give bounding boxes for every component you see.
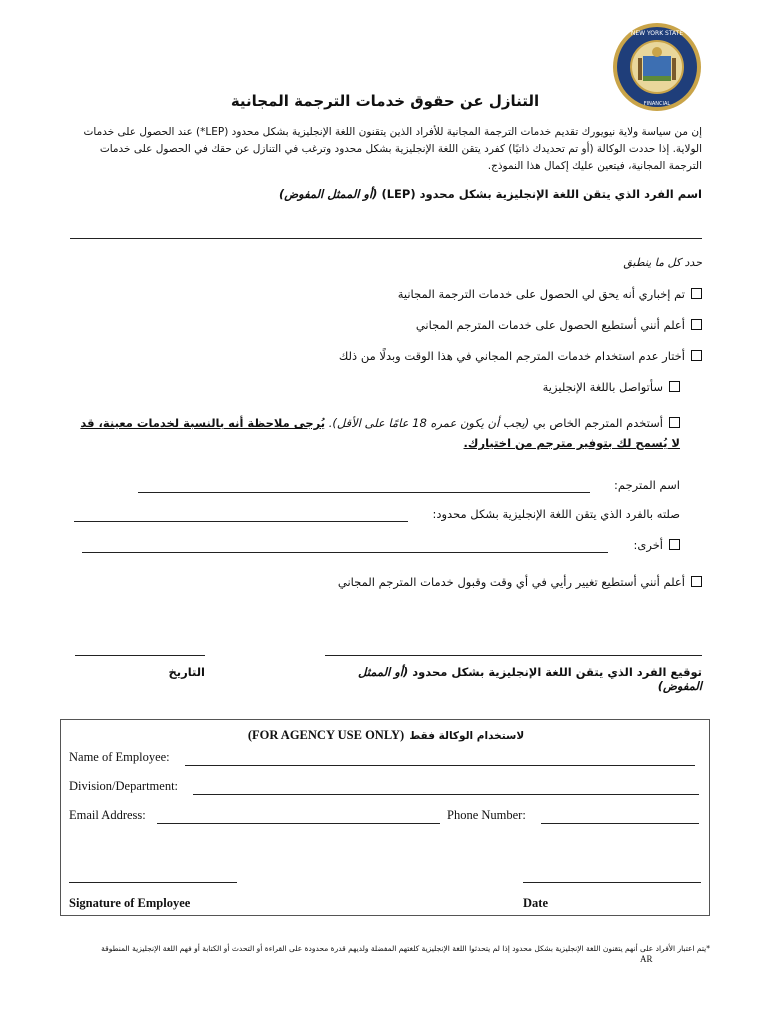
employee-signature-label: Signature of Employee (69, 896, 191, 910)
checkbox[interactable] (669, 539, 680, 550)
lep-date-label: التاريخ (168, 665, 205, 679)
other-field[interactable] (82, 552, 608, 553)
phone-field[interactable] (541, 823, 699, 824)
employee-signature-field[interactable] (69, 882, 237, 883)
lep-name-label (70, 187, 702, 201)
checkbox[interactable] (691, 576, 702, 587)
division-label: Division/Department: (69, 779, 179, 793)
lep-name-label-main: اسم الفرد الذي يتقن اللغة الإنجليزية بشكل محدود (LEP) (381, 187, 702, 201)
lep-signature-field[interactable] (325, 655, 702, 656)
phone-label: Phone Number: (447, 808, 526, 822)
option-aware[interactable]: أعلم أنني أستطيع الحصول على خدمات المترجم المجاني (70, 318, 702, 332)
page-title: التنازل عن حقوق خدمات الترجمة المجانية (230, 92, 540, 110)
employee-name-field[interactable] (185, 765, 695, 766)
lep-signature-label: توقيع الفرد الذي يتقن اللغة الإنجليزية بشكل محدود (أو الممثل المفوض) (358, 665, 702, 693)
agency-use-box (60, 719, 710, 916)
interpreter-name-field[interactable] (138, 492, 590, 493)
option-own-interpreter[interactable]: أستخدم المترجم الخاص بي (يجب أن يكون عمره 18 عامًا على الأقل). يُرجى ملاحظة أنه بالنسبة لخدمات معينة، قد لا يُسمح لك بتوفير مترجم من اختيارك. (80, 416, 680, 450)
email-field[interactable] (157, 823, 440, 824)
checkbox[interactable] (691, 350, 702, 361)
intro-paragraph: إن من سياسة ولاية نيويورك تقديم خدمات الترجمة المجانية للأفراد الذين يتقنون اللغة الإنجليزية بشكل محدود (LEP*) عند الحصول على خدمات الولاية. إذا حددت الوكالة (أو تم تحديدك ذاتيًا) كفرد يتقن اللغة الإنجليزية بشكل محدود وترغب في التنازل عن حقك في الحصول على خدمات الترجمة المجانية، فيتعين عليك إكمال هذا النموذج. (83, 126, 702, 172)
svg-text:FINANCIAL: FINANCIAL (643, 101, 671, 107)
relation-field[interactable] (74, 521, 408, 522)
option-english[interactable]: سأتواصل باللغة الإنجليزية (70, 380, 680, 394)
option-choose-not[interactable]: أختار عدم استخدام خدمات المترجم المجاني في هذا الوقت وبدلًا من ذلك (70, 349, 702, 363)
language-code: AR (640, 954, 653, 964)
svg-text:NEW YORK STATE: NEW YORK STATE (630, 30, 684, 37)
lep-date-field[interactable] (75, 655, 205, 656)
own-interpreter-note: يُرجى ملاحظة أنه بالنسبة لخدمات معينة، قد لا يُسمح لك بتوفير مترجم من اختيارك. (80, 416, 680, 450)
checkbox[interactable] (669, 417, 680, 428)
interpreter-name-label: اسم المترجم: (614, 478, 680, 492)
agency-header: (FOR AGENCY USE ONLY) لاستخدام الوكالة فقط (247, 728, 525, 742)
employee-date-field[interactable] (523, 882, 701, 883)
employee-date-label: Date (523, 896, 548, 910)
division-field[interactable] (193, 794, 699, 795)
lep-name-label-italic: (أو الممثل المفوض) (278, 187, 378, 201)
email-label: Email Address: (69, 808, 146, 822)
lep-name-field[interactable] (70, 238, 702, 239)
checkbox[interactable] (669, 381, 680, 392)
option-other[interactable]: أخرى: (560, 538, 680, 552)
checkbox[interactable] (691, 288, 702, 299)
option-change-mind[interactable]: أعلم أنني أستطيع تغيير رأيي في أي وقت وقبول خدمات المترجم المجاني (70, 575, 702, 589)
employee-name-label: Name of Employee: (69, 750, 170, 764)
option-informed[interactable]: تم إخباري أنه يحق لي الحصول على خدمات الترجمة المجانية (70, 287, 702, 301)
checkbox[interactable] (691, 319, 702, 330)
footnote: *يتم اعتبار الأفراد على أنهم يتقنون اللغة الإنجليزية بشكل محدود إذا لم يتحدثوا اللغة الإنجليزية كلغتهم المفضلة ولديهم قدرة محدودة على القراءة أو التحدث أو الكتابة أو فهم اللغة الإنجليزية المنطوقة (101, 944, 710, 953)
check-all-label: حدد كل ما ينطبق (623, 256, 702, 269)
relation-label: صلته بالفرد الذي يتقن اللغة الإنجليزية بشكل محدود: (432, 507, 680, 521)
